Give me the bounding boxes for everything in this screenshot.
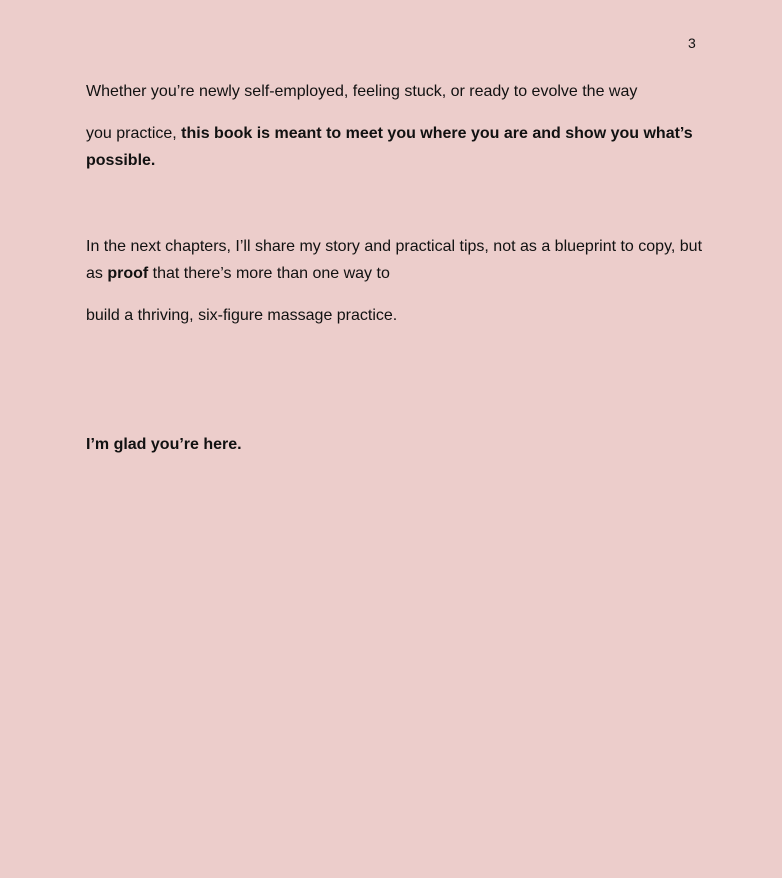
paragraph-1-line-3: possible.	[86, 152, 156, 169]
paragraph-2-line-2	[86, 264, 726, 284]
closing-line: I’m glad you’re here.	[86, 436, 242, 453]
paragraph-2-proof-word: proof	[107, 265, 149, 282]
paragraph-1-line-1: Whether you’re newly self-employed, feeling stuck, or ready to evolve the way	[86, 83, 638, 100]
paragraph-1-line-2-bold: this book is meant to meet you where you are and show you what’s	[181, 125, 693, 142]
paragraph-2-line-2-prefix: as	[86, 265, 108, 282]
paragraph-1-line-2-plain: you practice,	[86, 125, 182, 142]
paragraph-2-line-2-suffix: that there’s more than one way to	[148, 265, 390, 282]
paragraph-1-line-2	[86, 124, 726, 144]
paragraph-2-line-1: In the next chapters, I’ll share my story and practical tips, not as a blueprint to copy, but	[86, 238, 703, 255]
page-number: 3	[688, 35, 696, 51]
paragraph-2-line-3: build a thriving, six-figure massage practice.	[86, 307, 398, 324]
